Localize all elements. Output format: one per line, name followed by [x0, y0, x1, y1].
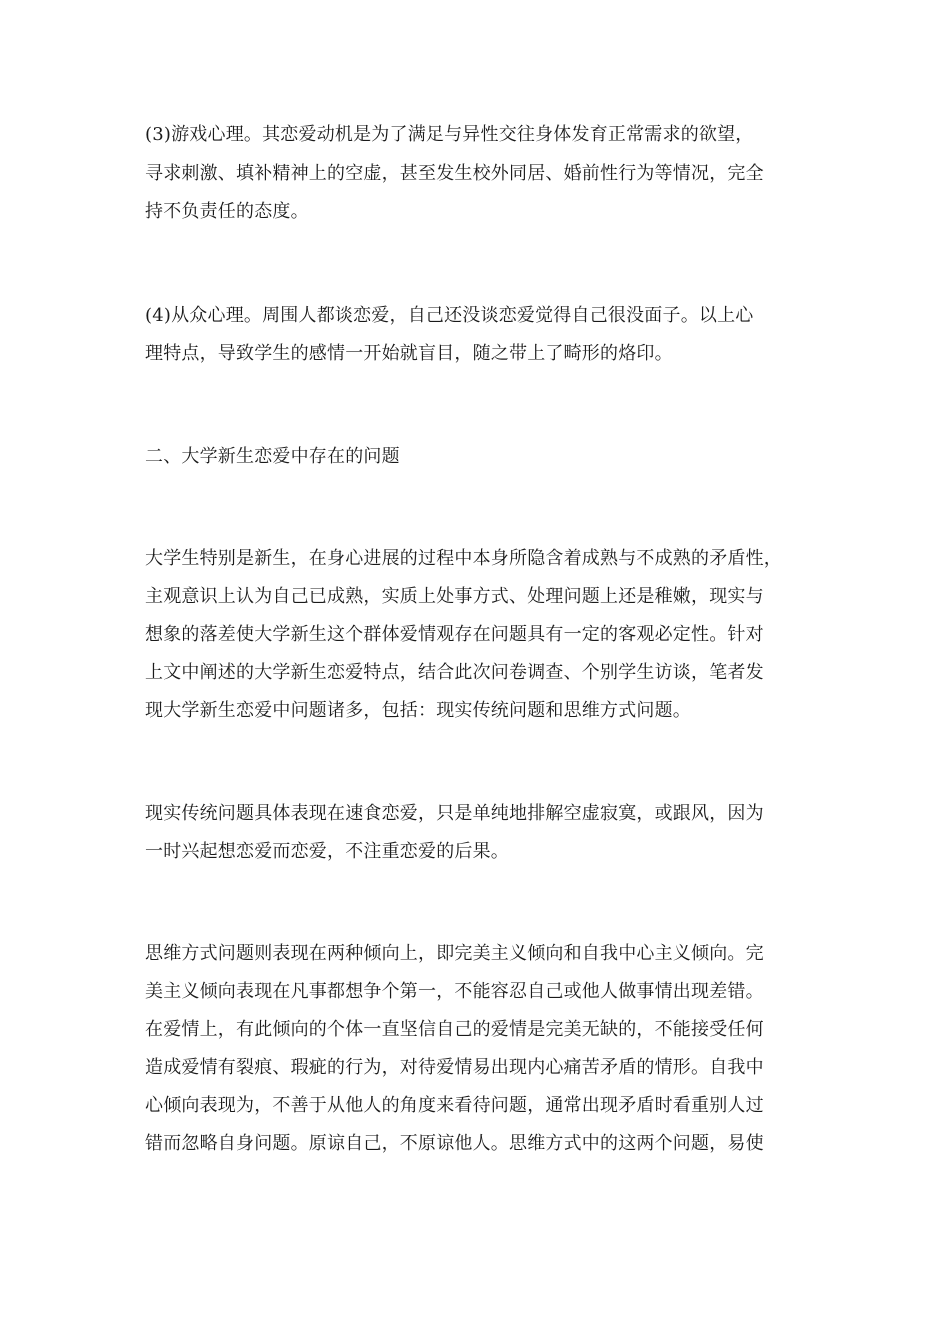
paragraph-5-line-2: 主观意识上认为自己已成熟，实质上处事方式、处理问题上还是稚嫩，现实与	[145, 586, 764, 607]
paragraph-5-line-1: 大学生特别是新生，在身心进展的过程中本身所隐含着成熟与不成熟的矛盾性，	[145, 548, 782, 569]
paragraph-7-line-1: 思维方式问题则表现在两种倾向上，即完美主义倾向和自我中心主义倾向。完	[145, 943, 764, 964]
paragraph-3-line-3: 持不负责任的态度。	[145, 201, 309, 222]
paragraph-7-line-3: 在爱情上，有此倾向的个体一直坚信自己的爱情是完美无缺的，不能接受任何	[145, 1019, 764, 1040]
paragraph-5-line-5: 现大学新生恋爱中问题诸多，包括：现实传统问题和思维方式问题。	[145, 700, 691, 721]
paragraph-6-line-2: 一时兴起想恋爱而恋爱，不注重恋爱的后果。	[145, 841, 509, 862]
paragraph-5-line-3: 想象的落差使大学新生这个群体爱情观存在问题具有一定的客观必定性。针对	[145, 624, 764, 645]
paragraph-5-line-4: 上文中阐述的大学新生恋爱特点，结合此次问卷调查、个别学生访谈，笔者发	[145, 662, 764, 683]
paragraph-4-line-1: (4)从众心理。周围人都谈恋爱，自己还没谈恋爱觉得自己很没面子。以上心	[145, 305, 754, 326]
paragraph-3-line-2: 寻求刺激、填补精神上的空虚，甚至发生校外同居、婚前性行为等情况，完全	[145, 163, 764, 184]
paragraph-7-line-5: 心倾向表现为，不善于从他人的角度来看待问题，通常出现矛盾时看重别人过	[145, 1095, 764, 1116]
section-heading: 二、大学新生恋爱中存在的问题	[145, 446, 400, 467]
paragraph-7-line-2: 美主义倾向表现在凡事都想争个第一，不能容忍自己或他人做事情出现差错。	[145, 981, 764, 1002]
paragraph-6-line-1: 现实传统问题具体表现在速食恋爱，只是单纯地排解空虚寂寞，或跟风，因为	[145, 803, 764, 824]
paragraph-7-line-4: 造成爱情有裂痕、瑕疵的行为，对待爱情易出现内心痛苦矛盾的情形。自我中	[145, 1057, 764, 1078]
paragraph-4-line-2: 理特点，导致学生的感情一开始就盲目，随之带上了畸形的烙印。	[145, 343, 673, 364]
paragraph-3-line-1: (3)游戏心理。其恋爱动机是为了满足与异性交往身体发育正常需求的欲望，	[145, 124, 754, 145]
paragraph-7-line-6: 错而忽略自身问题。原谅自己，不原谅他人。思维方式中的这两个问题，易使	[145, 1133, 764, 1154]
